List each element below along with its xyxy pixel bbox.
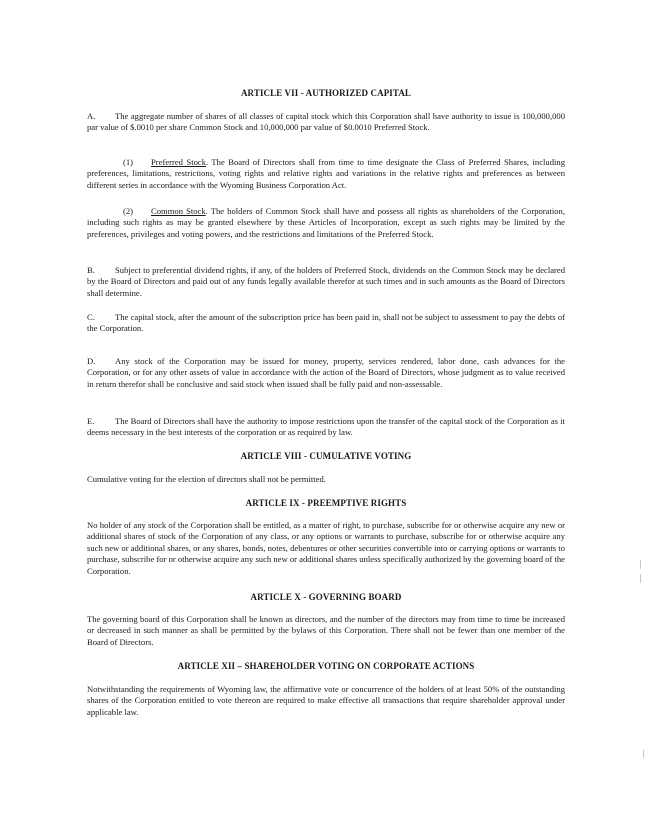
paragraph-1-text: . The Board of Directors shall from time to time designate the Class of Preferred Shares, including preferences, limitations, restrictions, voting rights and relative rights and variations in the relative rights and preferences as between different series in accordance with the Wyoming Business Corporation Act. <box>87 157 565 190</box>
paragraph-2-text: . The holders of Common Stock shall have and possess all rights as shareholders of the Corporation, including such rights as may be granted elsewhere by these Articles of Incorporation, except as such rights may be limited by the preferences, privileges and voting powers, and the restrictions and limitations of the Preferred Stock. <box>87 206 565 239</box>
paragraph-b-label: B. <box>87 265 95 275</box>
paragraph-common-stock <box>87 206 565 240</box>
paragraph-d <box>87 356 565 390</box>
paragraph-a-text: The aggregate number of shares of all classes of capital stock which this Corporation shall have authority to issue is 100,000,000 par value of $.0010 per share Common Stock and 10,000,000 par value of $0.0010 Preferred Stock. <box>87 111 565 133</box>
article-vii-heading: ARTICLE VII - AUTHORIZED CAPITAL <box>240 88 412 98</box>
paragraph-1-number: (1) <box>123 157 134 167</box>
paragraph-e-text: The Board of Directors shall have the authority to impose restrictions upon the transfer of the capital stock of the Corporation as it deems necessary in the best interests of the corporation or as required by law. <box>87 416 565 438</box>
article-viii-heading: ARTICLE VIII - CUMULATIVE VOTING <box>240 451 412 461</box>
article-ix-text: No holder of any stock of the Corporation shall be entitled, as a matter of right, to purchase, subscribe for or otherwise acquire any new or additional shares of stock of the Corporation of any class, or any options or warrants to purchase, subscribe for or otherwise acquire any such new or additional shares, or any shares, bonds, notes, debentures or other securities convertible into or carrying options or warrants to purchase, subscribe for or otherwise acquire any such new or additional shares unless specifically authorized by the governing board of the Corporation. <box>87 520 565 576</box>
article-x-heading: ARTICLE X - GOVERNING BOARD <box>250 592 402 602</box>
paragraph-b <box>87 265 565 299</box>
paragraph-c-label: C. <box>87 312 95 322</box>
paragraph-d-label: D. <box>87 356 96 366</box>
common-stock-title: Common Stock <box>151 206 206 216</box>
paragraph-preferred-stock <box>87 157 565 191</box>
article-xii-heading: ARTICLE XII – SHAREHOLDER VOTING ON CORPORATE ACTIONS <box>177 661 475 671</box>
article-x-text: The governing board of this Corporation shall be known as directors, and the number of the directors may from time to time be increased or decreased in such manner as shall be permitted by the bylaws of this Corporation. There shall not be fewer than one member of the Board of Directors. <box>87 614 565 647</box>
paragraph-c <box>87 312 565 335</box>
article-ix-heading: ARTICLE IX - PREEMPTIVE RIGHTS <box>245 498 407 508</box>
scan-edge-mark <box>640 560 641 569</box>
paragraph-e-label: E. <box>87 416 95 426</box>
paragraph-a-label: A. <box>87 111 96 121</box>
scan-edge-mark <box>643 750 644 758</box>
preferred-stock-title: Preferred Stock <box>151 157 206 167</box>
paragraph-a <box>87 111 565 134</box>
article-xii-text: Notwithstanding the requirements of Wyoming law, the affirmative vote or concurrence of the holders of at least 50% of the outstanding shares of the Corporation entitled to vote thereon are required to make effective all transactions that require shareholder approval under applicable law. <box>87 684 565 717</box>
paragraph-2-number: (2) <box>123 206 134 216</box>
paragraph-b-text: Subject to preferential dividend rights, if any, of the holders of Preferred Stock, dividends on the Common Stock may be declared by the Board of Directors and paid out of any funds legally available therefor at such times and in such amounts as the Board of Directors shall determine. <box>87 265 565 298</box>
paragraph-e <box>87 416 565 439</box>
scan-edge-mark <box>640 574 641 583</box>
paragraph-c-text: The capital stock, after the amount of the subscription price has been paid in, shall not be subject to assessment to pay the debts of the Corporation. <box>87 312 565 334</box>
paragraph-d-text: Any stock of the Corporation may be issued for money, property, services rendered, labor done, cash advances for the Corporation, or for any other assets of value in accordance with the action of the Board of Directors, whose judgment as to value received in return therefor shall be conclusive and said stock when issued shall be fully paid and non-assessable. <box>87 356 565 389</box>
article-viii-text: Cumulative voting for the election of directors shall not be permitted. <box>87 474 326 484</box>
